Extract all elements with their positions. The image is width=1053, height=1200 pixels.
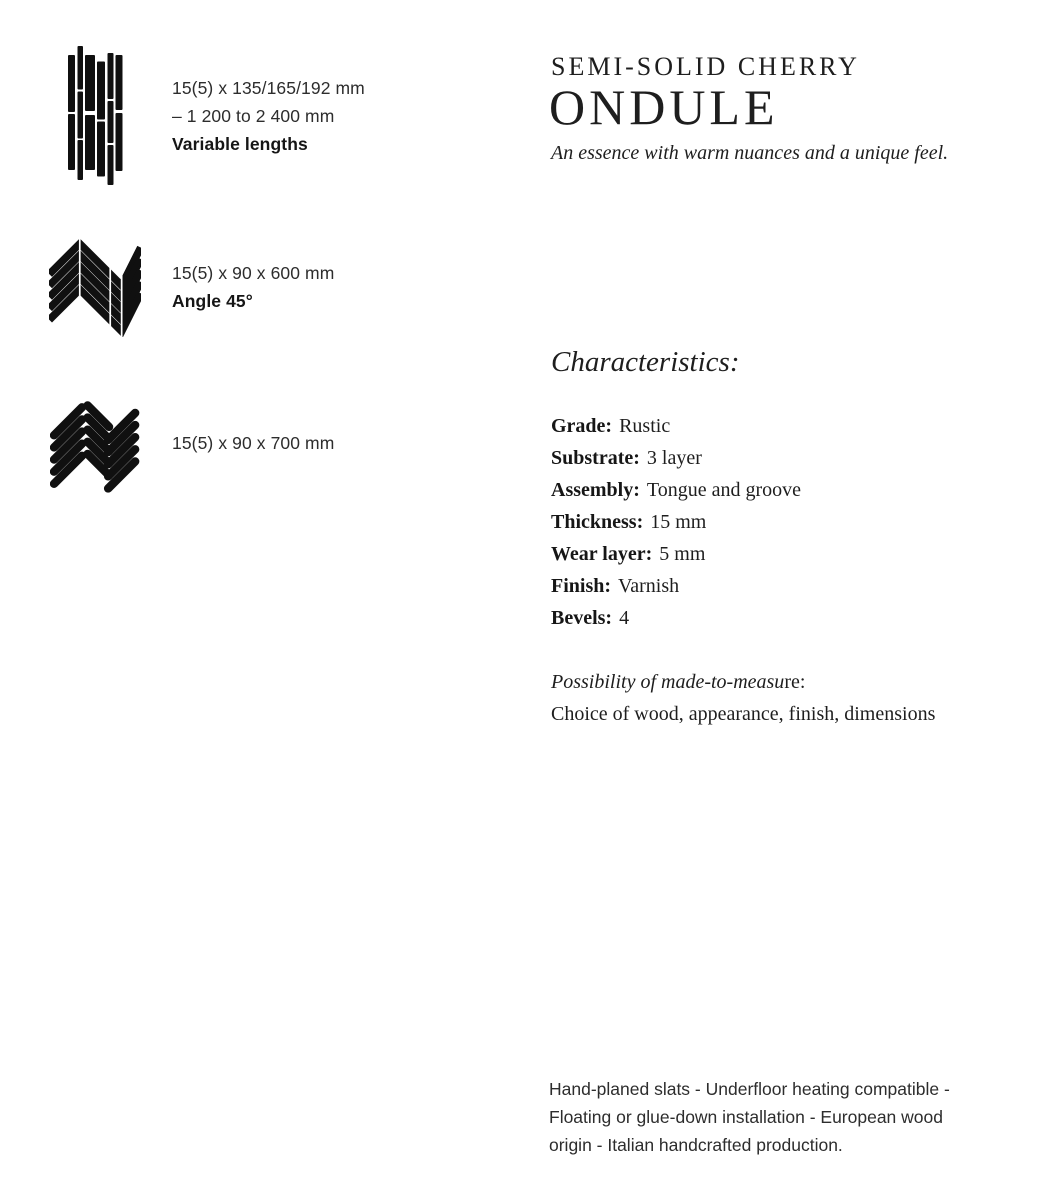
characteristic-row	[551, 474, 801, 506]
made-to-measure-lead	[551, 666, 935, 698]
characteristic-label: Wear layer:	[551, 543, 653, 565]
format-herringbone-specs	[172, 429, 334, 457]
production-notes: Hand-planed slats - Underfloor heating compatible - Floating or glue-down installation - European wood origin - Italian handcrafted production.	[549, 1079, 950, 1155]
characteristics-heading: Characteristics:	[551, 346, 740, 378]
format-feature: Angle 45°	[172, 291, 253, 311]
characteristic-label: Substrate:	[551, 447, 640, 469]
format-dimension: – 1 200 to 2 400 mm	[172, 106, 335, 126]
characteristic-row	[551, 570, 801, 602]
characteristic-value: Varnish	[618, 575, 680, 597]
characteristic-value: 5 mm	[659, 543, 706, 565]
format-feature: Variable lengths	[172, 134, 308, 154]
characteristic-row	[551, 506, 801, 538]
characteristic-label: Thickness:	[551, 511, 644, 533]
characteristic-value: 15 mm	[650, 511, 707, 533]
characteristic-value: Tongue and groove	[646, 479, 802, 501]
format-chevron-specs	[172, 259, 334, 315]
characteristic-value: 4	[619, 607, 630, 629]
made-to-measure-description: Choice of wood, appearance, finish, dimensions	[551, 703, 936, 725]
format-dimension: 15(5) x 135/165/192 mm	[172, 78, 365, 98]
product-tagline: An essence with warm nuances and a unique feel.	[551, 142, 949, 164]
characteristic-value: Rustic	[619, 415, 671, 437]
characteristic-row	[551, 602, 801, 634]
characteristic-row	[551, 538, 801, 570]
characteristic-row	[551, 442, 801, 474]
characteristic-label: Grade:	[551, 415, 613, 437]
made-to-measure-lead-end: re:	[784, 671, 806, 693]
herringbone-icon	[50, 398, 142, 495]
characteristics-list	[551, 410, 801, 634]
made-to-measure-lead-italic: Possibility of made-to-measu	[551, 671, 785, 693]
format-dimension: 15(5) x 90 x 600 mm	[172, 263, 335, 283]
collection-title: SEMI-SOLID CHERRY	[551, 52, 860, 81]
variable-lengths-planks-icon	[68, 46, 126, 186]
format-dimension: 15(5) x 90 x 700 mm	[172, 433, 335, 453]
characteristic-row	[551, 410, 801, 442]
made-to-measure-note	[551, 666, 935, 730]
characteristic-value: 3 layer	[646, 447, 702, 469]
format-variable-lengths-specs	[172, 74, 365, 158]
characteristic-label: Bevels:	[551, 607, 613, 629]
characteristic-label: Assembly:	[551, 479, 640, 501]
chevron-45-icon	[49, 238, 141, 337]
characteristic-label: Finish:	[551, 575, 612, 597]
product-title: ONDULE	[549, 79, 779, 135]
